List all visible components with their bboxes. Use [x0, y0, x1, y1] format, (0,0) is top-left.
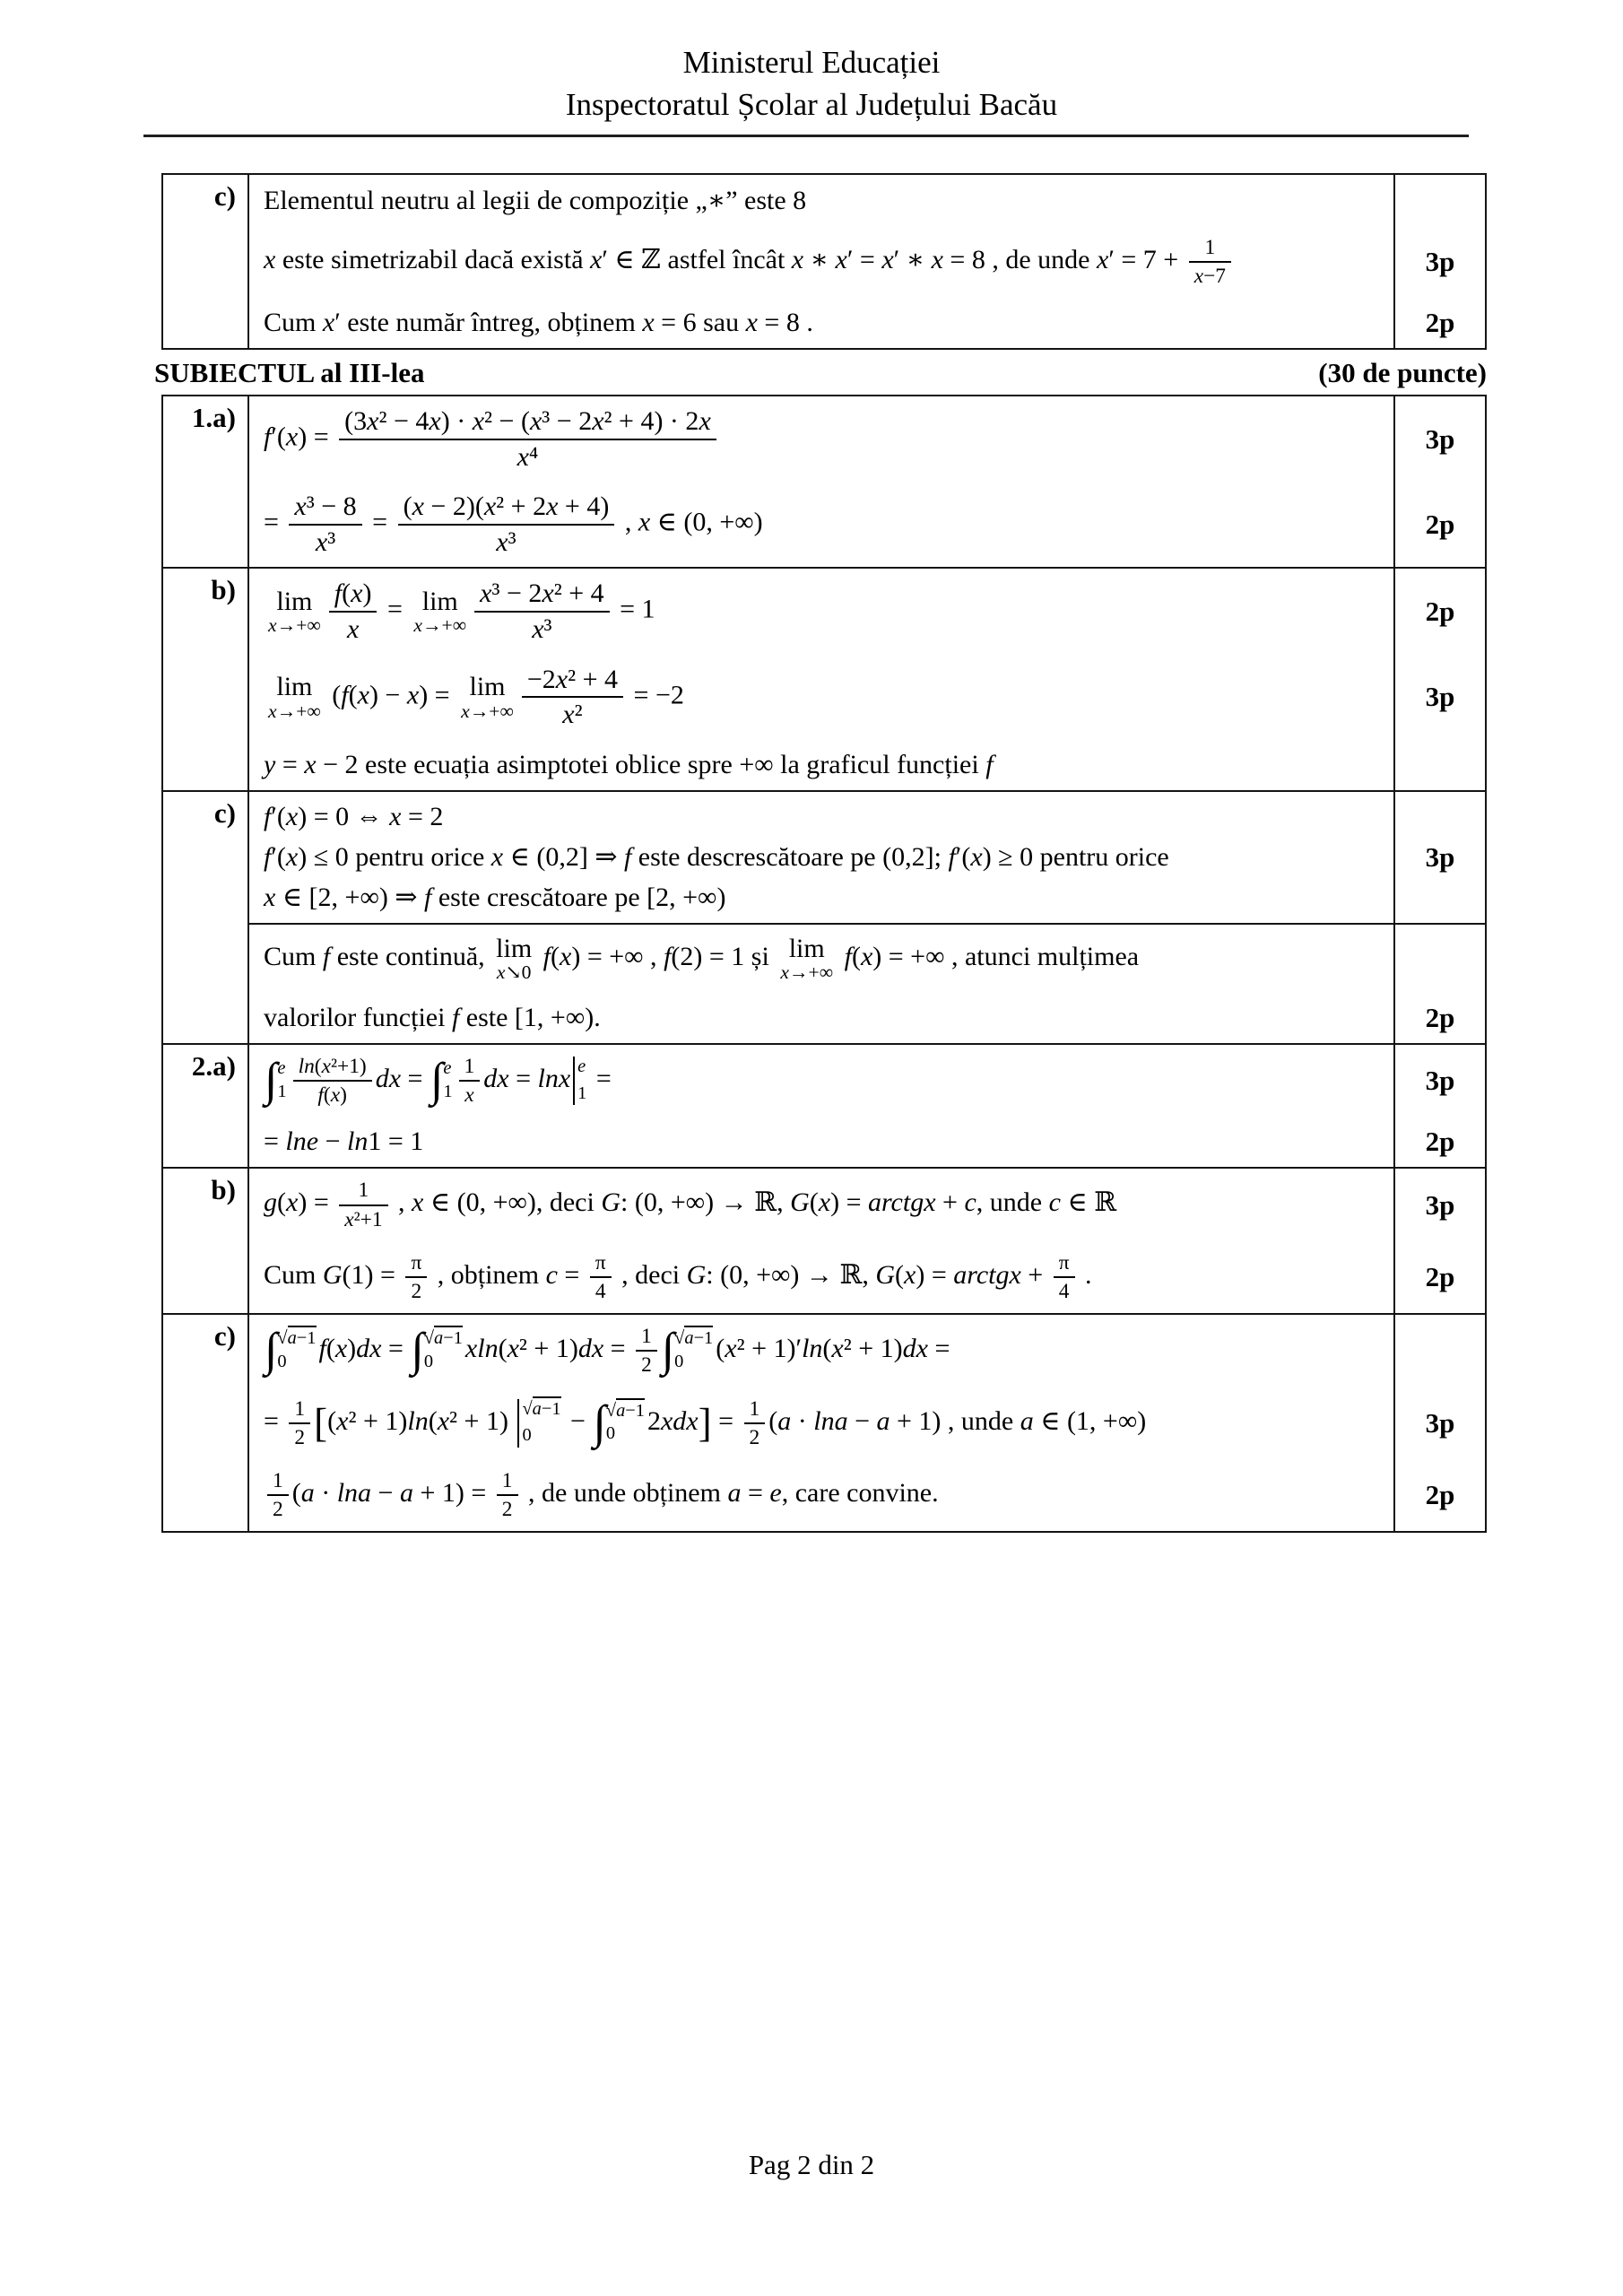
solution-content: Cum f este continuă, lim x↘0 f(x) = +∞ , f(2) = 1 și lim x→+∞ f(x) = +∞ , atunci mulțimea — [264, 933, 1140, 984]
points-cell: 2p — [1393, 482, 1485, 567]
points-cell: 3p — [1393, 655, 1485, 740]
row-label: c) — [163, 1315, 249, 1531]
row-segment — [249, 298, 1485, 348]
row-body — [249, 1169, 1485, 1313]
row-body — [249, 1045, 1485, 1167]
solution-content: = $\frac{1}{2}$ [(x² + 1)ln(x² + 1) √a−1 0 − ∫ √a−1 0 2xdx] = $\frac{1}{2}$ (a · lna − a + 1) , unde a ∈ (1, +∞) — [264, 1396, 1147, 1449]
section-title: SUBIECTUL al III-lea — [154, 357, 425, 388]
row-label: b) — [163, 569, 249, 789]
points-cell: 3p — [1393, 1045, 1485, 1117]
header-rule — [143, 135, 1469, 137]
section-heading — [154, 357, 1487, 389]
row-body — [249, 792, 1485, 1043]
solution-content: lim x→+∞ $\frac{f(x)}{x}$ = lim x→+∞ $\frac{\text{x³ − 2x² + 4}}{\text{x³}}$ = 1 — [268, 578, 655, 644]
document-header — [0, 0, 1623, 126]
solution-content: ∫ √a−1 0 f(x)dx = ∫ √a−1 0 xln(x² + 1)dx = $\frac{1}{2}$ ∫ √a−1 0 (x² + 1)′ln(x² + 1)dx = — [265, 1324, 950, 1378]
row-segment — [249, 1315, 1485, 1387]
points-cell: 3p — [1393, 792, 1485, 923]
table-row — [163, 567, 1485, 789]
points-cell: 2p — [1393, 1459, 1485, 1531]
row-body — [249, 569, 1485, 789]
row-segment — [249, 655, 1485, 740]
row-segment — [249, 740, 1485, 790]
row-segment — [249, 1459, 1485, 1531]
row-segment — [249, 1241, 1485, 1313]
solution-content: Elementul neutru al legii de compoziție „∗” este 8 — [264, 185, 807, 215]
row-label: c) — [163, 792, 249, 1043]
header-title: Ministerul Educației — [682, 45, 941, 80]
solution-content: ∫ e 1 $\frac{\text{ln(x²+1)}}{f(x)}$ dx = ∫ e 1 $\frac{1}{x}$ dx = lnx e 1 = — [265, 1054, 612, 1108]
table-row — [163, 1043, 1485, 1167]
points-cell: 2p — [1393, 1117, 1485, 1167]
points-cell: 2p — [1393, 298, 1485, 348]
row-label: 1.a) — [163, 396, 249, 567]
table-row — [163, 175, 1485, 348]
row-body — [249, 396, 1485, 567]
points-cell — [1393, 925, 1485, 993]
solution-content: valorilor funcției f este [1, +∞). — [264, 1002, 601, 1032]
points-cell — [1393, 740, 1485, 790]
row-segment — [249, 792, 1485, 923]
scoring-table-subject-3 — [161, 395, 1487, 1533]
section-points: (30 de puncte) — [1318, 357, 1487, 388]
row-label: 2.a) — [163, 1045, 249, 1167]
table-row — [163, 396, 1485, 567]
solution-content: f′(x) = 0 ⇔ x = 2 f′(x) ≤ 0 pentru orice x ∈ (0,2] ⇒ f este descrescătoare pe (0,2]; f′(x) ≥ 0 pentru orice x ∈ [2, +∞) ⇒ f este crescătoare pe [2, +∞) — [264, 801, 1169, 912]
points-cell: 3p — [1393, 1169, 1485, 1240]
solution-content: Cum x′ este număr întreg, obținem x = 6 sau x = 8 . — [264, 308, 813, 337]
solution-content: = lne − ln1 = 1 — [264, 1126, 424, 1157]
solution-content: g(x) = $\frac{1}{\text{x²+1}}$ , x ∈ (0, +∞), deci G: (0, +∞) → ℝ, G(x) = arctgx + c, unde c ∈ ℝ — [264, 1178, 1117, 1231]
points-cell: 3p — [1393, 226, 1485, 298]
row-segment — [249, 1387, 1485, 1459]
row-body — [249, 1315, 1485, 1531]
row-segment — [249, 396, 1485, 482]
points-cell: 2p — [1393, 1241, 1485, 1313]
solution-content: f′(x) = $\frac{\text{(3x² − 4x) · x² − (x³ − 2x² + 4) · 2x}}{\text{x⁴}}$ — [249, 396, 1393, 482]
row-segment — [249, 226, 1485, 298]
row-label: c) — [163, 175, 249, 348]
points-cell — [1393, 1315, 1485, 1387]
solution-content: x este simetrizabil dacă există x′ ∈ ℤ astfel încât x ∗ x′ = x′ ∗ x = 8 , de unde x′ = 7 + $\frac{1}{x-7}$ — [249, 226, 1393, 298]
table-row — [163, 1313, 1485, 1531]
scoring-table-subject-2 — [161, 173, 1487, 350]
header-subtitle: Inspectoratul Școlar al Județului Bacău — [565, 86, 1058, 122]
solution-content: y = x − 2 este ecuația asimptotei oblice spre +∞ la graficul funcției f — [264, 749, 994, 779]
solution-content: Cum G(1) = $\frac{\pi}{2}$ , obținem c = $\frac{\pi}{4}$ , deci G: (0, +∞) → ℝ, G(x) = arctgx + $\frac{\pi}{4}$ . — [264, 1250, 1092, 1303]
points-cell: 3p — [1393, 1387, 1485, 1459]
solution-content: = $\frac{\text{x³ − 8}}{\text{x³}}$ = $\frac{\text{(x − 2)(x² + 2x + 4)}}{\text{x³}}$ , x ∈ (0, +∞) — [264, 491, 763, 557]
table-row — [163, 1167, 1485, 1313]
row-segment — [249, 1045, 1485, 1117]
row-label: b) — [163, 1169, 249, 1313]
page-footer: Pag 2 din 2 — [748, 2149, 875, 2180]
row-segment — [249, 569, 1485, 654]
solution-content: $\frac{1}{2}$ (a · lna − a + 1) = $\frac{1}{2}$ , de unde obținem a = e, care convine. — [249, 1459, 1393, 1531]
table-row — [163, 790, 1485, 1043]
row-body — [249, 175, 1485, 348]
row-segment — [249, 1117, 1485, 1167]
points-cell: 2p — [1393, 993, 1485, 1043]
row-segment — [249, 1169, 1485, 1240]
row-segment — [249, 175, 1485, 226]
row-segment — [249, 993, 1485, 1043]
row-segment — [249, 482, 1485, 567]
row-segment — [249, 923, 1485, 993]
solution-content: lim x→+∞ (f(x) − x) = lim x→+∞ $\frac{\text{−2x² + 4}}{\text{x²}}$ = −2 — [268, 664, 684, 730]
points-cell: 2p — [1393, 569, 1485, 654]
points-cell: 3p — [1393, 396, 1485, 482]
points-cell — [1393, 175, 1485, 226]
